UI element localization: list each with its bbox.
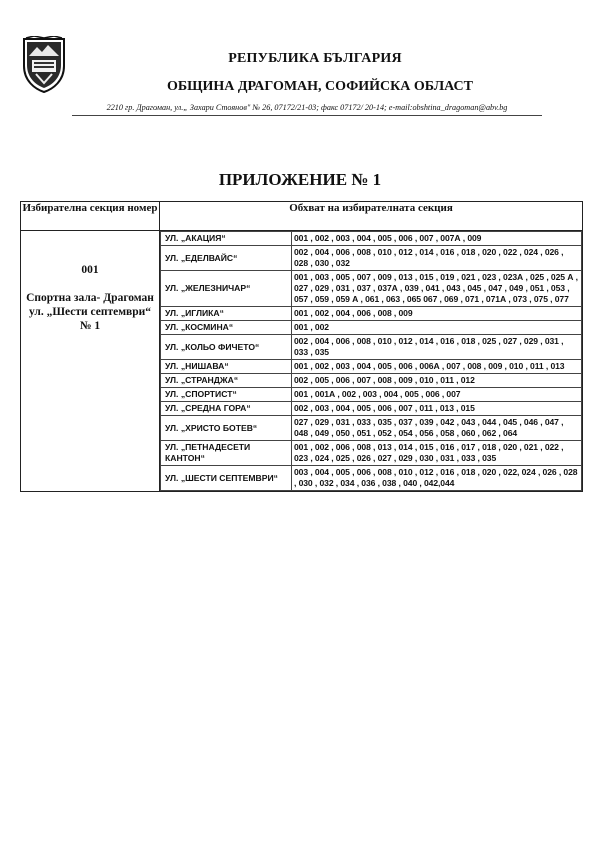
street-numbers: 002 , 005 , 006 , 007 , 008 , 009 , 010 , 011 , 012 <box>292 374 582 388</box>
section-number: 001 <box>81 264 99 276</box>
street-numbers: 001 , 001А , 002 , 003 , 004 , 005 , 006 , 007 <box>292 388 582 402</box>
street-name: УЛ. „СПОРТИСТ“ <box>161 388 292 402</box>
street-numbers: 002 , 004 , 006 , 008 , 010 , 012 , 014 , 016 , 018 , 020 , 022 , 024 , 026 , 028 , 030 , 032 <box>292 246 582 271</box>
street-row <box>161 416 582 441</box>
street-name: УЛ. „ШЕСТИ СЕПТЕМВРИ“ <box>161 466 292 491</box>
street-name: УЛ. „КОСМИНА“ <box>161 321 292 335</box>
street-row <box>161 335 582 360</box>
street-row <box>161 246 582 271</box>
street-name: УЛ. „ЖЕЛЕЗНИЧАР“ <box>161 271 292 307</box>
annex-title: ПРИЛОЖЕНИЕ № 1 <box>218 170 382 189</box>
street-name: УЛ. „НИШАВА“ <box>161 360 292 374</box>
street-numbers: 001 , 002 , 003 , 004 , 005 , 006 , 007 , 007А , 009 <box>292 232 582 246</box>
street-numbers: 001 , 002 , 006 , 008 , 013 , 014 , 015 , 016 , 017 , 018 , 020 , 021 , 022 , 023 , 024 , 025 , 026 , 027 , 029 , 030 , 031 , 033 , 035 <box>292 441 582 466</box>
street-coverage-table <box>160 231 582 491</box>
street-row <box>161 271 582 307</box>
street-name: УЛ. „СТРАНДЖА“ <box>161 374 292 388</box>
street-name: УЛ. „ПЕТНАДЕСЕТИ КАНТОН“ <box>161 441 292 466</box>
municipality-heading: ОБЩИНА ДРАГОМАН, СОФИЙСКА ОБЛАСТ <box>166 79 473 94</box>
contact-address: 2210 гр. Драгоман, ул.„ Захари Стоянов" № 26, 07172/21-03; факс 07172/ 20-14; e-mail:obshtina_dragoman@abv.bg <box>106 103 508 112</box>
coverage-cell <box>160 231 583 492</box>
polling-section-table <box>20 201 583 492</box>
street-name: УЛ. „ХРИСТО БОТЕВ“ <box>161 416 292 441</box>
street-row <box>161 388 582 402</box>
street-row <box>161 402 582 416</box>
street-name: УЛ. „КОЛЬО ФИЧЕТО“ <box>161 335 292 360</box>
street-numbers: 002 , 003 , 004 , 005 , 006 , 007 , 011 , 013 , 015 <box>292 402 582 416</box>
street-numbers: 001 , 003 , 005 , 007 , 009 , 013 , 015 , 019 , 021 , 023 , 023А , 025 , 025 А , 027 , 029 , 031 , 037 , 037А , 039 , 041 , 043 , 045 , 047 , 049 , 051 , 053 , 057 , 059 , 059 А , 061 , 063 , 065 067 , 069 , 071 , 071А , 073 , 075 , 077 <box>292 271 582 307</box>
street-row <box>161 466 582 491</box>
street-numbers: 002 , 004 , 006 , 008 , 010 , 012 , 014 , 016 , 018 , 025 , 027 , 029 , 031 , 033 , 035 <box>292 335 582 360</box>
street-numbers: 001 , 002 <box>292 321 582 335</box>
street-numbers: 003 , 004 , 005 , 006 , 008 , 010 , 012 , 016 , 018 , 020 , 022, 024 , 026 , 028 , 030 , 032 , 034 , 036 , 038 , 040 , 042,044 <box>292 466 582 491</box>
street-row <box>161 321 582 335</box>
street-row <box>161 360 582 374</box>
street-numbers: 001 , 002 , 003 , 004 , 005 , 006 , 006А , 007 , 008 , 009 , 010 , 011 , 013 <box>292 360 582 374</box>
street-name: УЛ. „ЕДЕЛВАЙС“ <box>161 246 292 271</box>
street-name: УЛ. „СРЕДНА ГОРА“ <box>161 402 292 416</box>
street-row <box>161 374 582 388</box>
column-header-section-number: Избирателна секция номер <box>21 202 160 231</box>
street-row <box>161 441 582 466</box>
municipal-crest-icon <box>20 36 68 94</box>
column-header-coverage: Обхват на избирателната секция <box>160 202 583 231</box>
street-numbers: 001 , 002 , 004 , 006 , 008 , 009 <box>292 307 582 321</box>
header-divider <box>72 115 542 116</box>
street-name: УЛ. „АКАЦИЯ“ <box>161 232 292 246</box>
street-row <box>161 232 582 246</box>
section-cell <box>21 231 160 492</box>
republic-heading: РЕПУБЛИКА БЪЛГАРИЯ <box>228 51 402 66</box>
street-row <box>161 307 582 321</box>
street-numbers: 027 , 029 , 031 , 033 , 035 , 037 , 039 , 042 , 043 , 044 , 045 , 046 , 047 , 048 , 049 , 050 , 051 , 052 , 054 , 056 , 058 , 060 , 062 , 064 <box>292 416 582 441</box>
section-location: Спортна зала- Драгоман ул. „Шести септември“ № 1 <box>26 292 154 332</box>
street-name: УЛ. „ИГЛИКА“ <box>161 307 292 321</box>
